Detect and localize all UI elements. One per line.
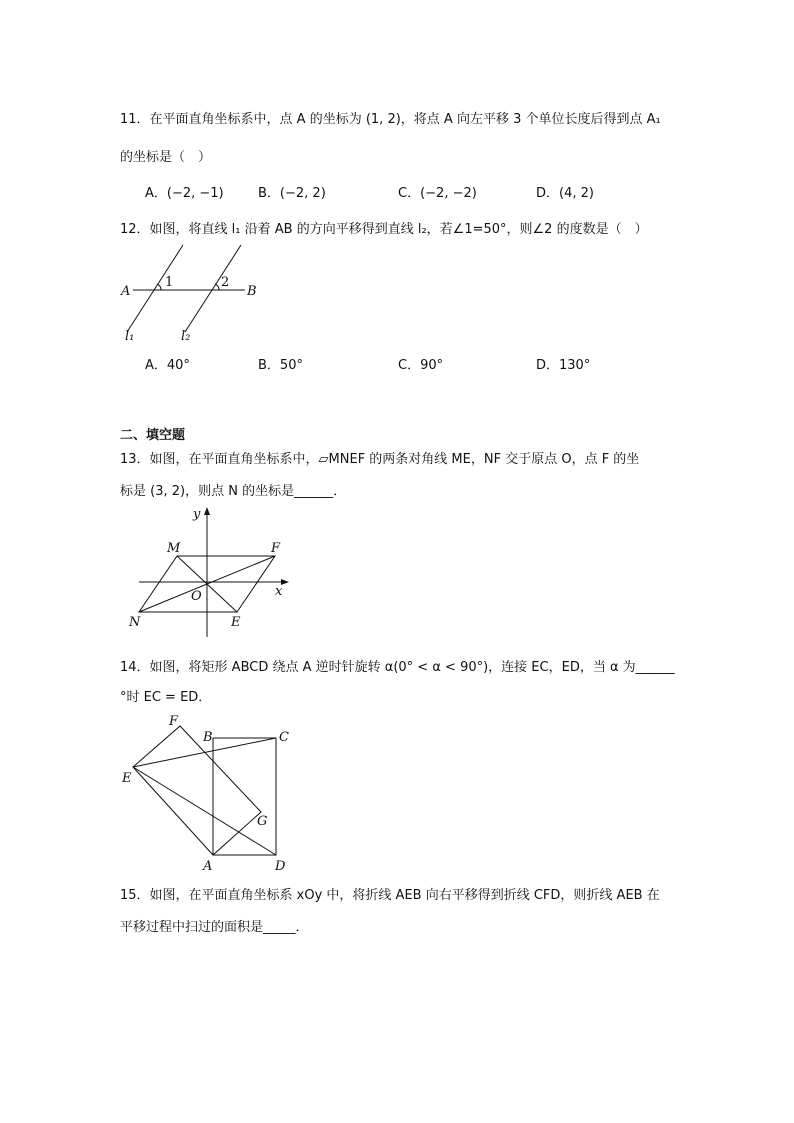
label-y: y — [193, 507, 201, 522]
label-angle-2: 2 — [221, 275, 230, 290]
q15-line2: 平移过程中扫过的面积是_____． — [120, 920, 309, 935]
label-f: F — [169, 714, 179, 729]
label-e: E — [122, 771, 132, 786]
q11-line1: 11．在平面直角坐标系中，点 A 的坐标为 (1, 2)，将点 A 向左平移 3 个单位长度后得到点 A₁ — [120, 112, 661, 127]
q13-line2: 标是 (3, 2)，则点 N 的坐标是______． — [120, 484, 347, 499]
label-b: B — [203, 730, 213, 745]
q14-figure — [115, 712, 305, 877]
q11-option-c: C．(−2, −2) — [398, 186, 477, 201]
line-l1 — [127, 245, 183, 332]
label-a: A — [121, 284, 131, 299]
q12-line1: 12．如图，将直线 l₁ 沿着 AB 的方向平移得到直线 l₂，若∠1=50°，则∠2 的度数是（ ） — [120, 222, 648, 237]
q11-option-d: D．(4, 2) — [536, 186, 594, 201]
q12-option-d: D．130° — [536, 358, 591, 373]
q12-figure — [115, 240, 275, 350]
label-c: C — [279, 730, 289, 745]
y-axis-arrow — [204, 507, 210, 515]
label-m: M — [167, 541, 181, 556]
label-e: E — [231, 615, 241, 630]
segment-ed — [133, 767, 276, 855]
q11-option-b: B．(−2, 2) — [258, 186, 326, 201]
label-g: G — [257, 814, 268, 829]
label-d: D — [275, 859, 286, 874]
q11-option-a: A．(−2, −1) — [145, 186, 224, 201]
q12-option-b: B．50° — [258, 358, 303, 373]
q11-line2: 的坐标是（ ） — [120, 150, 212, 165]
q12-option-a: A．40° — [145, 358, 190, 373]
label-angle-1: 1 — [165, 275, 174, 290]
label-x: x — [275, 584, 283, 599]
line-l2 — [185, 245, 241, 332]
label-b: B — [247, 284, 257, 299]
q13-figure — [125, 505, 295, 640]
q12-option-c: C．90° — [398, 358, 444, 373]
label-f: F — [271, 541, 281, 556]
q13-line1: 13．如图，在平面直角坐标系中，▱MNEF 的两条对角线 ME，NF 交于原点 O，点 F 的坐 — [120, 452, 640, 467]
label-l2: l₂ — [181, 329, 191, 344]
rectangle-abcd — [213, 738, 276, 855]
q14-line1: 14．如图，将矩形 ABCD 绕点 A 逆时针旋转 α(0° < α < 90°)，连接 EC，ED，当 α 为______ — [120, 660, 675, 675]
label-a: A — [203, 859, 213, 874]
q14-line2: °时 EC = ED． — [120, 690, 212, 705]
label-l1: l₁ — [125, 329, 135, 344]
section-title: 二、填空题 — [120, 428, 186, 443]
label-n: N — [129, 615, 141, 630]
label-o: O — [191, 589, 202, 604]
q15-line1: 15．如图，在平面直角坐标系 xOy 中，将折线 AEB 向右平移得到折线 CFD，则折线 AEB 在 — [120, 888, 660, 903]
